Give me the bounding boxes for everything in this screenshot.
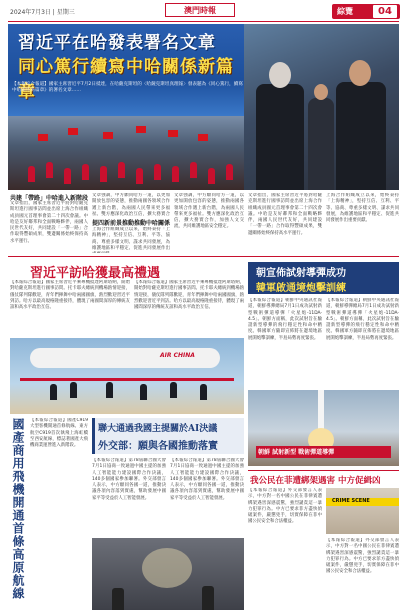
airport-arrival-photo	[10, 338, 244, 414]
lead-headline-main: 習近平在哈發表署名文章	[18, 33, 216, 53]
lead-subhead-2: 提四新前景推動推動中哈關係	[92, 220, 171, 227]
missile-body	[318, 390, 324, 430]
korea-body-col-2: 【本報綜合報道】朝鮮中央通訊社報道，朝鮮導彈總局7月1日成功試射新型戰術彈道導彈「火星炮-11DA-4.5」。朝鮮方面稱，此次試射旨在驗證新型導彈的飛行穩定性和命中精度。韓國軍方隨即宣佈將在邊境地區展開炮擊訓練，半島局勢再度緊張。	[326, 298, 399, 341]
masthead: 澳門時報	[165, 3, 235, 17]
issue-date: 2024年7月3日 | 星期三	[10, 9, 75, 16]
red-carpet	[20, 378, 234, 381]
lead-body-col-2: 文章強調，中方願同哈方一道，以更加開放包容的姿態，推動兩國各領域合作邁上新台階，為兩國人民帶來更多福祉。雙方應深化政治互信，擴大務實合	[92, 193, 170, 216]
lead-body-col-1: 文章指出，國家主席習近平將對哈薩克斯坦進行國事訪問並出席上海合作組織成員國元首理事會第二十四次會議。中哈是友好鄰邦和全面戰略夥伴，兩國人民世代友好，共同建設「一帶一路」合作取得豐碩成果，雙邊關係始終保持高水平運行。	[10, 201, 88, 244]
ai-headline-2: 外交部：願與各國推動落實	[98, 441, 218, 452]
lead-body-col-4: 文章指出，國家主席習近平將對哈薩克斯坦進行國事訪問並出席上海合作組織成員國元首理事會第二十四次會議。中哈是友好鄰邦和全面戰略夥伴，兩國人民世代友好，共同建設「一帶一路」合作取得豐碩成果，雙邊關係始終保持高水平運行。	[248, 193, 322, 236]
visit-body-col-1: 【本報綜合報道】國家主席習近平乘專機抵達阿斯塔納，開始對哈薩克斯坦進行國事訪問。托卡耶夫總統到機場熱情迎接，儀仗隊列隊歡迎，青年們揮舞中哈兩國國旗，熱烈歡迎習近平到訪。哈方以最高規格隆重接待，體現了兩國間深厚的傳統友誼和高水平政治互信。	[10, 280, 130, 311]
header-rule	[8, 21, 399, 22]
welcome-crowd-photo	[8, 116, 244, 190]
section-rule	[8, 256, 399, 257]
lead-body-col-2b: 上海合作組織成立以來，始終秉持「上海精神」，堅持互信、互利、平等、協商、尊重多樣文明、謀求共同發展，為維護地區和平穩定、促進共同發展作出	[92, 227, 170, 251]
korea-headline-1: 朝宣佈試射導彈成功	[256, 268, 346, 279]
ai-body-col-1: 【本報綜合報道】第78屆聯合國大會7月1日協商一致通過中國主提的加強人工智能能力建設國際合作決議，140多個國家參加聯署。外交部發言人表示，中方願同各國一道，推動決議各項內容落到實處，幫助發展中國家平等受益於人工智能發展。	[92, 458, 166, 501]
phil-headline: 我公民在菲遭綁架遇害 中方促緝凶	[250, 476, 381, 486]
ai-body-col-2: 【本報綜合報道】第78屆聯合國大會7月1日協商一致通過中國主提的加強人工智能能力建設國際合作決議，140多個國家參加聯署。外交部發言人表示，中方願同各國一道，推動決議各項內容落到實處，幫助發展中國家平等受益於人工智能發展。	[170, 458, 244, 501]
lead-subhead-1: 共建「帶路」中哈進入新階段	[10, 195, 89, 202]
phil-body-col-2: 【本報綜合報道】外交部發言人表示，中方對一名中國公民在菲律賓遭綁架遇害深感震驚，強烈譴責這一暴力犯罪行為。中方已要求菲方盡快偵破案件，嚴懲兇手，切實保障在菲中國公民安全和合法權益。	[326, 538, 399, 575]
un-emblem	[142, 548, 192, 588]
lead-headline-sub: 同心篤行續寫中哈關係新篇章	[18, 57, 234, 102]
phil-rule	[248, 470, 399, 471]
visit-headline: 習近平訪哈獲最高禮遇	[30, 266, 161, 281]
un-assembly-photo	[92, 538, 244, 610]
lead-intro: 【本報綜合報道】國家主席習近平7月2日抵達，在哈薩克斯坦的〈哈薩克斯坦真理報〉發表題為《同心篤行，續寫中哈關係新篇章》的署名文章……	[12, 82, 243, 94]
aviation-body: 【本報綜合報道】國產C919大型客機開通首條航線。東方航空C919首次執飛上海虹橋至西安航線，標誌著國產大飛機商業運營進入新階段。	[30, 418, 88, 449]
section-label: 綜覽	[337, 7, 353, 16]
leaders-handshake-photo	[244, 24, 399, 190]
police-tape-text: CRIME SCENE	[332, 498, 370, 504]
lead-body-col-3: 文章強調，中方願同哈方一道，以更加開放包容的姿態，推動兩國各領域合作邁上新台階，為兩國人民帶來更多福祉。雙方應深化政治互信，擴大務實合作，加強人文交流，共同維護地區安全穩定。	[174, 193, 244, 230]
lead-body-col-5: 上海合作組織成立以來，始終秉持「上海精神」，堅持互信、互利、平等、協商、尊重多樣文明、謀求共同發展，為維護地區和平穩定、促進共同發展作出重要貢獻。	[326, 193, 399, 224]
aircraft-livery: AIR CHINA	[160, 352, 195, 359]
missile-launch-photo	[248, 390, 399, 466]
korea-headline-2: 韓軍啟通境炮擊訓練	[256, 283, 346, 294]
aviation-vertical-headline: 國產商用飛機開通首條高原航線	[11, 418, 25, 600]
visit-body-col-2: 【本報綜合報道】國家主席習近平乘專機抵達阿斯塔納，開始對哈薩克斯坦進行國事訪問。托卡耶夫總統到機場熱情迎接，儀仗隊列隊歡迎，青年們揮舞中哈兩國國旗，熱烈歡迎習近平到訪。哈方以最高規格隆重接待，體現了兩國間深厚的傳統友誼和高水平政治互信。	[134, 280, 244, 311]
phil-body-col-1: 【本報綜合報道】外交部發言人表示，中方對一名中國公民在菲律賓遭綁架遇害深感震驚，強烈譴責這一暴力犯罪行為。中方已要求菲方盡快偵破案件，嚴懲兇手，切實保障在菲中國公民安全和合法權益。	[248, 488, 322, 525]
ai-headline-1: 聯大通過我國主提關於AI決議	[98, 424, 218, 434]
tv-caption: 朝鮮 試射新型 戰術彈道導彈	[258, 449, 335, 456]
korea-body-col-1: 【本報綜合報道】朝鮮中央通訊社報道，朝鮮導彈總局7月1日成功試射新型戰術彈道導彈「火星炮-11DA-4.5」。朝鮮方面稱，此次試射旨在驗證新型導彈的飛行穩定性和命中精度。韓國軍方隨即宣佈將在邊境地區展開炮擊訓練，半島局勢再度緊張。	[248, 298, 322, 341]
page-number: 04	[372, 4, 398, 19]
crime-scene-photo	[326, 488, 399, 534]
